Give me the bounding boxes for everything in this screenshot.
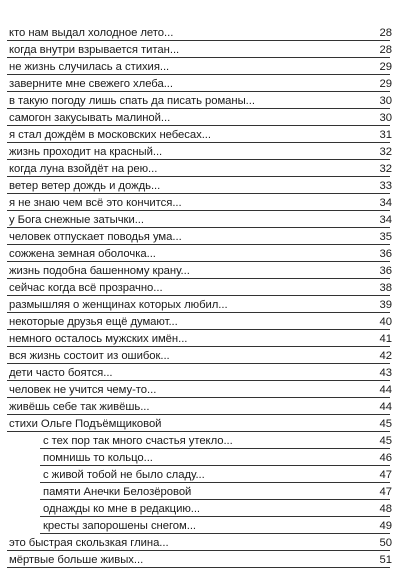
toc-entry-page: 43	[379, 367, 392, 379]
toc-entry-title: человек не учится чему-то...	[9, 384, 157, 396]
toc-entry	[0, 447, 410, 465]
toc-entry-title: однажды ко мне в редакцию...	[43, 503, 201, 515]
toc-entry-page: 50	[379, 537, 392, 549]
toc-entry-title: мёртвые больше живых...	[9, 554, 144, 566]
toc-entry-title: с тех пор так много счастья утекло...	[43, 435, 233, 447]
toc-entry-page: 38	[379, 282, 392, 294]
toc-entry-page: 34	[379, 214, 392, 226]
toc-entry	[0, 345, 410, 363]
toc-entry-title: самогон закусывать малиной...	[9, 112, 171, 124]
toc-entry-title: живёшь себе так живёшь...	[9, 401, 150, 413]
toc-entry-title: человек отпускает поводья ума...	[9, 231, 182, 243]
toc-entry-page: 41	[379, 333, 392, 345]
toc-entry-title: жизнь подобна башенному крану...	[9, 265, 190, 277]
toc-entry-title: жизнь проходит на красный...	[9, 146, 163, 158]
toc-entry-title: я не знаю чем всё это кончится...	[9, 197, 182, 209]
toc-entry-title: не жизнь случилась а стихия...	[9, 61, 170, 73]
toc-entry-page: 29	[379, 78, 392, 90]
toc-entry-page: 30	[379, 95, 392, 107]
toc-entry	[0, 294, 410, 312]
toc-entry-title: помнишь то кольцо...	[43, 452, 153, 464]
toc-entry-page: 47	[379, 486, 392, 498]
toc-entry	[0, 362, 410, 380]
toc-entry	[0, 175, 410, 193]
toc-entry-page: 32	[379, 163, 392, 175]
toc-entry	[0, 158, 410, 176]
toc-entry-title: вся жизнь состоит из ошибок...	[9, 350, 170, 362]
toc-entry-title: заверните мне свежего хлеба...	[9, 78, 173, 90]
toc-entry-title: ветер ветер дождь и дождь...	[9, 180, 161, 192]
toc-entry	[0, 498, 410, 516]
toc-entry	[0, 532, 410, 550]
toc-entry-title: с живой тобой не было сладу...	[43, 469, 205, 481]
toc-entry-page: 49	[379, 520, 392, 532]
toc-entry-page: 33	[379, 180, 392, 192]
toc-entry-page: 32	[379, 146, 392, 158]
toc-entry-page: 35	[379, 231, 392, 243]
toc-entry-title: дети часто боятся...	[9, 367, 113, 379]
toc-entry	[0, 515, 410, 533]
toc-entry	[0, 277, 410, 295]
toc-entry	[0, 192, 410, 210]
toc-entry	[0, 464, 410, 482]
toc-entry	[0, 56, 410, 74]
toc-entry	[0, 311, 410, 329]
toc-entry	[0, 226, 410, 244]
toc-entry-page: 47	[379, 469, 392, 481]
toc-entry-page: 30	[379, 112, 392, 124]
toc-entry	[0, 209, 410, 227]
toc-entry-page: 31	[379, 129, 392, 141]
toc-entry-page: 46	[379, 452, 392, 464]
toc-entry-title: кресты запорошены снегом...	[43, 520, 197, 532]
toc-entry-page: 44	[379, 384, 392, 396]
toc-entry-page: 28	[379, 27, 392, 39]
toc-entry-title: когда луна взойдёт на рею...	[9, 163, 158, 175]
toc-entry	[0, 124, 410, 142]
toc-entry	[0, 379, 410, 397]
toc-entry	[0, 39, 410, 57]
toc-entry-page: 29	[379, 61, 392, 73]
toc-entry-title: когда внутри взрывается титан...	[9, 44, 180, 56]
toc-entry-page: 34	[379, 197, 392, 209]
toc-entry-page: 40	[379, 316, 392, 328]
toc-entry	[0, 413, 410, 431]
toc-entry	[0, 260, 410, 278]
toc-entry-title: сожжена земная оболочка...	[9, 248, 156, 260]
toc-entry-page: 36	[379, 265, 392, 277]
toc-entry	[0, 396, 410, 414]
toc-entry	[0, 73, 410, 91]
toc-entry	[0, 243, 410, 261]
toc-entry-title: это быстрая скользкая глина...	[9, 537, 169, 549]
toc-entry-title: у Бога снежные затычки...	[9, 214, 144, 226]
toc-entry-page: 45	[379, 418, 392, 430]
toc-entry-title: сейчас когда всё прозрачно...	[9, 282, 163, 294]
toc-entry-title: некоторые друзья ещё думают...	[9, 316, 178, 328]
toc-entry	[0, 430, 410, 448]
toc-entry	[0, 481, 410, 499]
toc-entry	[0, 22, 410, 40]
toc-entry-title: немного осталось мужских имён...	[9, 333, 188, 345]
toc-entry-page: 51	[379, 554, 392, 566]
toc-entry-page: 42	[379, 350, 392, 362]
toc-entry	[0, 328, 410, 346]
toc-entry-page: 28	[379, 44, 392, 56]
toc-entry-title: кто нам выдал холодное лето...	[9, 27, 174, 39]
toc-entry-page: 44	[379, 401, 392, 413]
toc-entry-page: 39	[379, 299, 392, 311]
toc-entry-title: я стал дождём в московских небесах...	[9, 129, 211, 141]
toc-entry	[0, 141, 410, 159]
toc-entry	[0, 549, 410, 567]
toc-entry-page: 36	[379, 248, 392, 260]
toc-entry-title: стихи Ольге Подъёмщиковой	[9, 418, 162, 430]
toc-entry-title: размышляя о женщинах которых любил...	[9, 299, 228, 311]
toc-entry-page: 48	[379, 503, 392, 515]
toc-entry	[0, 90, 410, 108]
toc-entry-title: в такую погоду лишь спать да писать романы...	[9, 95, 255, 107]
toc-entry	[0, 107, 410, 125]
toc-entry-title: памяти Анечки Белозёровой	[43, 486, 192, 498]
toc-entry-page: 45	[379, 435, 392, 447]
